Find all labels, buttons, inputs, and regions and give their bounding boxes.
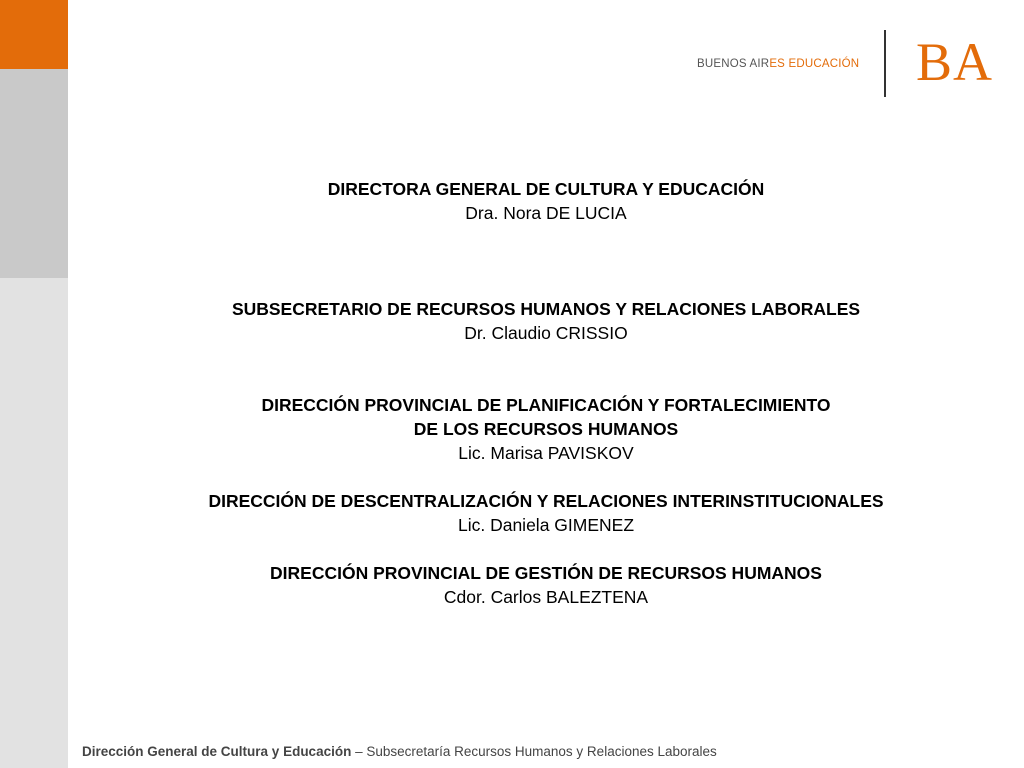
section-person: Dr. Claudio CRISSIO [464, 323, 628, 343]
footer-text [82, 744, 717, 759]
section-person: Dra. Nora DE LUCIA [465, 203, 627, 223]
logo-divider [884, 30, 886, 97]
sidebar-gray-block [0, 69, 68, 278]
sidebar-accent-block [0, 0, 68, 69]
section-title: DIRECCIÓN PROVINCIAL DE PLANIFICACIÓN Y FORTALECIMIENTO [261, 395, 831, 415]
section-title-continued: DE LOS RECURSOS HUMANOS [413, 419, 679, 439]
footer-bold-part: Dirección General de Cultura y Educación [82, 744, 352, 759]
section-title: DIRECTORA GENERAL DE CULTURA Y EDUCACIÓN [327, 179, 765, 199]
authorities-list [68, 177, 1024, 609]
section-person: Cdor. Carlos BALEZTENA [443, 587, 649, 607]
footer-rest: – Subsecretaría Recursos Humanos y Relaciones Laborales [351, 744, 717, 759]
section-person: Lic. Daniela GIMENEZ [457, 515, 635, 535]
ba-logo: BA [916, 32, 994, 92]
brand-text-part2: ES EDUCACIÓN [769, 58, 860, 70]
section-person: Lic. Marisa PAVISKOV [458, 443, 634, 463]
brand-text [697, 58, 859, 70]
brand-text-part1: BUENOS AIR [697, 58, 770, 70]
section-title: SUBSECRETARIO DE RECURSOS HUMANOS Y RELACIONES LABORALES [231, 299, 861, 319]
section-title: DIRECCIÓN PROVINCIAL DE GESTIÓN DE RECURSOS HUMANOS [270, 563, 822, 583]
left-sidebar [0, 0, 68, 768]
section-title: DIRECCIÓN DE DESCENTRALIZACIÓN Y RELACIONES INTERINSTITUCIONALES [208, 491, 884, 511]
